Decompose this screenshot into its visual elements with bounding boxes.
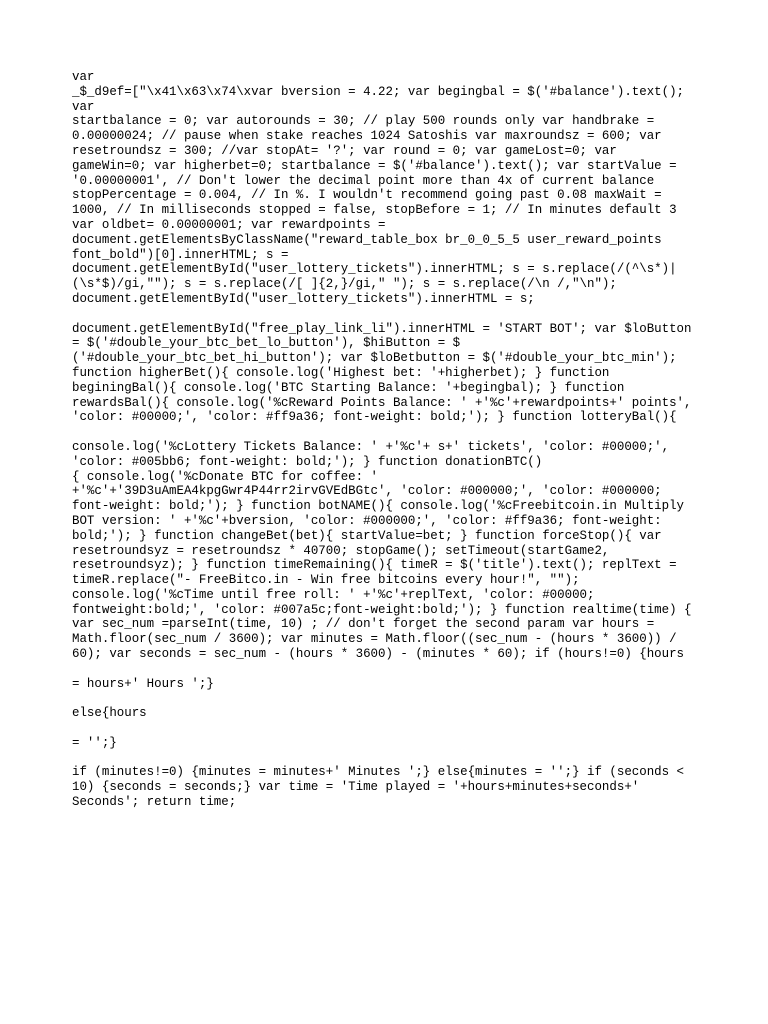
code-paragraph-functions: document.getElementById("free_play_link_li").innerHTML = 'START BOT'; var $loButton = $('#double_your_btc_bet_lo_button'), $hiButton = $ ('#double_your_btc_bet_hi_button'); var $loBetbutton = $('#double_your_btc_min'); function higherBet(){ console.log('Highest bet: '+higherbet); } function beginingBal(){ console.log('BTC Starting Balance: '+begingbal); } function rewardsBal(){ console.log('%cReward Points Balance: ' +'%c'+rewardpoints+' points', 'color: #00000;', 'color: #ff9a36; font-weight: bold;'); } function lotteryBal(){ [72, 321, 692, 425]
code-paragraph-return: if (minutes!=0) {minutes = minutes+' Minutes ';} else{minutes = '';} if (seconds < 10) {seconds = seconds;} var time = 'Time played = '+hours+minutes+seconds+' Seconds'; return time; [72, 765, 685, 810]
code-paragraph-variables: var _$_d9ef=["\x41\x63\x74\xvar bversion = 4.22; var begingbal = $('#balance').text(); var startbalance = 0; var autorounds = 30; // play 500 rounds only var handbrake = 0.00000024; // pause when stake reaches 1024 Satoshis var maxroundsz = 600; var resetroundsz = 300; //var stopAt= '?'; var round = 0; var gameLost=0; var gameWin=0; var higherbet=0; startbalance = $('#balance').text(); var startValue = '0.00000001', // Don't lower the decimal point more than 4x of current balance stopPercentage = 0.004, // In %. I wouldn't recommend going past 0.08 maxWait = 1000, // In milliseconds stopped = false, stopBefore = 1; // In minutes default 3 var oldbet= 0.00000001; var rewardpoints = document.getElementsByClassName("reward_table_box br_0_0_5_5 user_reward_points font_bold")[0].innerHTML; s = document.getElementById("user_lottery_tickets").innerHTML; s = s.replace(/(^\s*)| (\s*$)/gi,""); s = s.replace(/[ ]{2,}/gi," "); s = s.replace(/\n /,"\n"); document.getElementById("user_lottery_tickets").innerHTML = s; [72, 70, 685, 306]
code-paragraph-console: console.log('%cLottery Tickets Balance: ' +'%c'+ s+' tickets', 'color: #00000;', 'color: #005bb6; font-weight: bold;'); } function donationBTC() { console.log('%cDonate BTC for coffee: ' +'%c'+'39D3uAmEA4kpgGwr4P44rr2irvGVEdBGtc', 'color: #000000;', 'color: #000000; font-weight: bold;'); } function botNAME(){ console.log('%cFreebitcoin.in Multiply BOT version: ' +'%c'+bversion, 'color: #000000;', 'color: #ff9a36; font-weight: bold;'); } function changeBet(bet){ startValue=bet; } function forceStop(){ var resetroundsyz = resetroundsz * 40700; stopGame(); setTimeout(startGame2, resetroundsyz); } function timeRemaining(){ timeR = $('title').text(); replText = timeR.replace("- FreeBitco.in - Win free bitcoins every hour!", ""); console.log('%cTime until free roll: ' +'%c'+replText, 'color: #00000; fontweight:bold;', 'color: #007a5c;font-weight:bold;'); } function realtime(time) { var sec_num =parseInt(time, 10) ; // don't forget the second param var hours = Math.floor(sec_num / 3600); var minutes = Math.floor((sec_num - (hours * 3600)) / 60); var seconds = sec_num - (hours * 3600) - (minutes * 60); if (hours!=0) {hours [72, 439, 692, 662]
code-paragraph-hours: = hours+' Hours ';} [72, 676, 214, 691]
code-paragraph-else: else{hours [72, 706, 147, 721]
code-paragraph-empty-hours: = '';} [72, 735, 117, 750]
